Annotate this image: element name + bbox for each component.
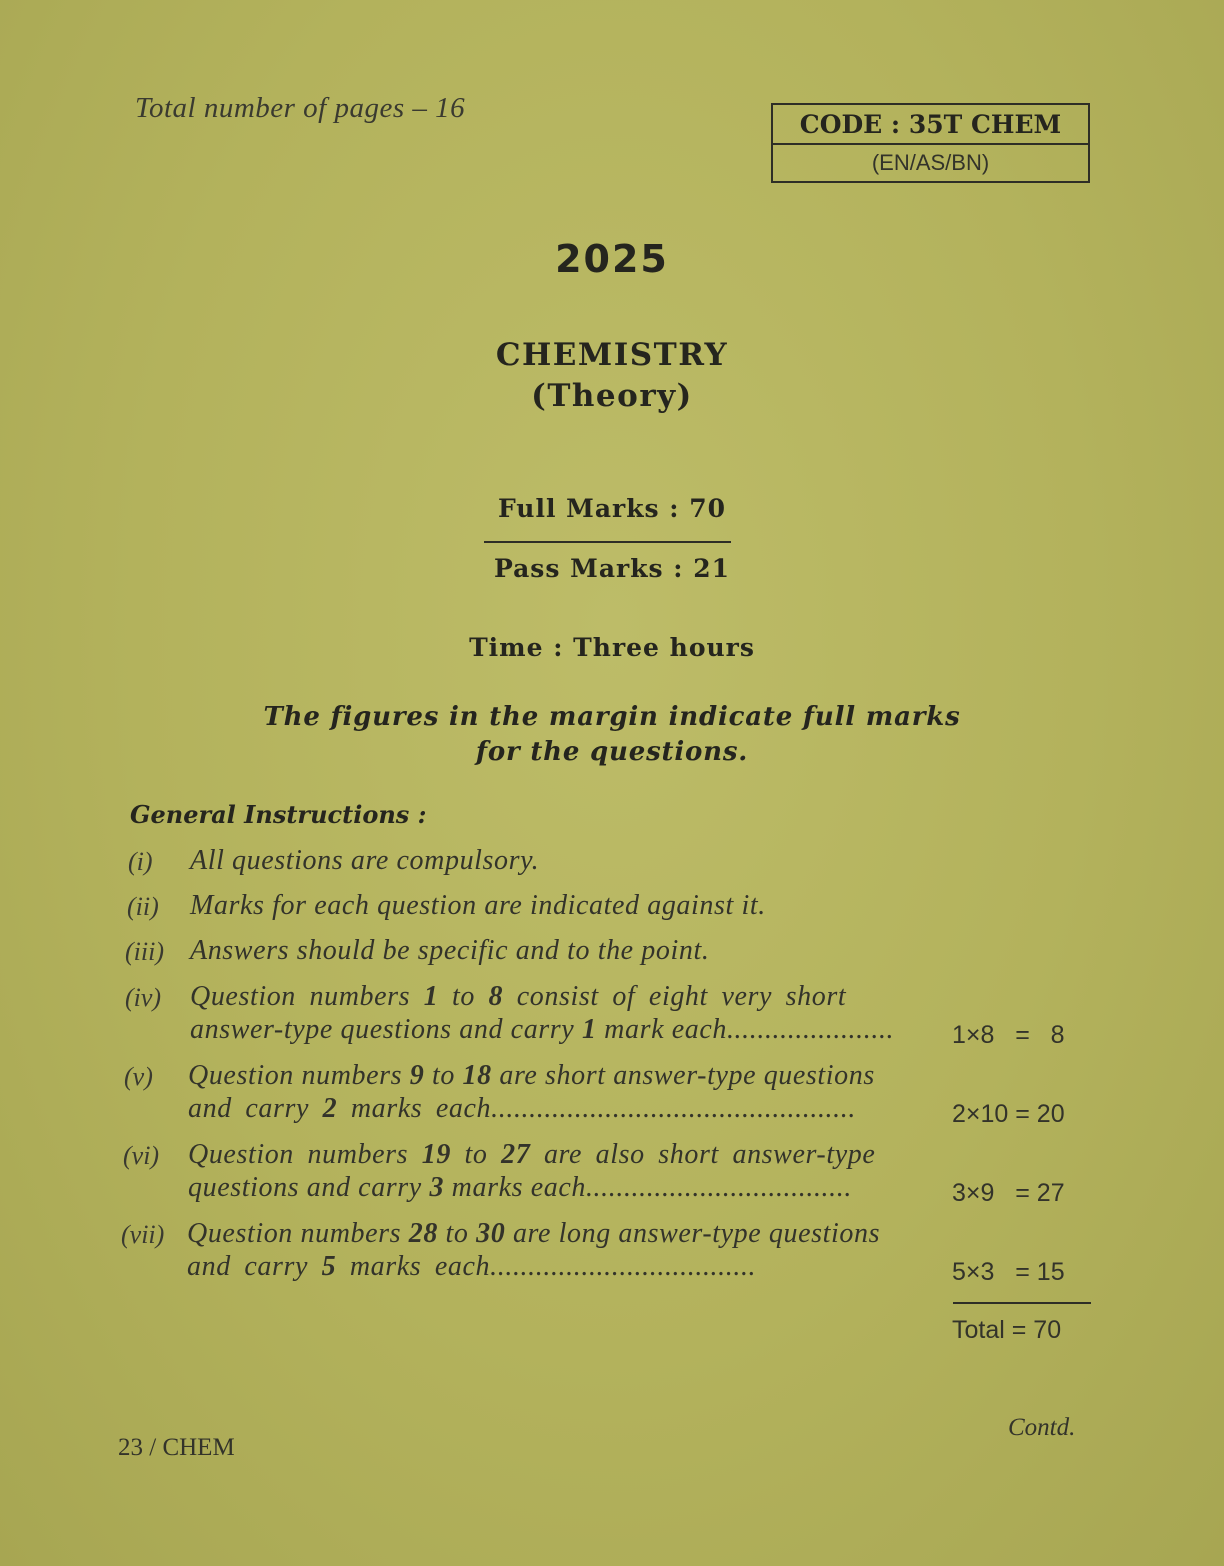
exam-time: Time : Three hours [469, 633, 755, 662]
instruction-text: Question numbers 19 to 27 are also short answer-type [188, 1139, 876, 1170]
instruction-text: and carry 5 marks each................................... [187, 1251, 757, 1282]
instruction-number: (vii) [121, 1220, 165, 1249]
instruction-number: (iv) [125, 983, 162, 1012]
total-pages: Total number of pages – 16 [135, 92, 466, 124]
instruction-text: Question numbers 28 to 30 are long answer-type questions [187, 1218, 881, 1249]
instruction-number: (i) [128, 847, 153, 876]
instruction-text: Marks for each question are indicated against it. [190, 890, 766, 921]
instruction-text: All questions are compulsory. [190, 845, 540, 876]
marks-note-line-1: The figures in the margin indicate full marks [263, 702, 961, 732]
continued-label: Contd. [1008, 1414, 1076, 1441]
instruction-number: (ii) [127, 892, 159, 921]
paper-language-codes: (EN/AS/BN) [871, 150, 990, 175]
instruction-number: (vi) [123, 1141, 160, 1170]
page-footer-code: 23 / CHEM [118, 1434, 235, 1461]
marks-divider [484, 541, 731, 543]
marks-calculation: 3×9 = 27 [952, 1179, 1065, 1207]
marks-calculation: 5×3 = 15 [952, 1258, 1065, 1286]
total-divider [953, 1302, 1091, 1304]
pass-marks: Pass Marks : 21 [493, 554, 731, 583]
code-box [771, 103, 1090, 183]
instruction-number: (iii) [125, 937, 164, 966]
paper-code: CODE : 35T CHEM [773, 105, 1088, 145]
instruction-text: Question numbers 1 to 8 consist of eight very short [190, 981, 847, 1012]
instruction-text: Question numbers 9 to 18 are short answer-type questions [188, 1060, 875, 1091]
instruction-text: and carry 2 marks each................................................ [188, 1093, 856, 1124]
instruction-number: (v) [124, 1062, 153, 1091]
subject-subtitle: (Theory) [531, 378, 693, 414]
marks-calculation: 1×8 = 8 [952, 1021, 1065, 1049]
exam-year: 2025 [555, 237, 669, 281]
instruction-text: questions and carry 3 marks each................................... [188, 1172, 852, 1203]
marks-note [212, 700, 1012, 770]
marks-note-line-2: for the questions. [475, 737, 749, 767]
subject-title: CHEMISTRY [495, 337, 729, 373]
full-marks: Full Marks : 70 [497, 494, 727, 523]
instruction-text: Answers should be specific and to the point. [190, 935, 710, 966]
general-instructions-heading: General Instructions : [130, 800, 427, 829]
marks-total: Total = 70 [952, 1316, 1062, 1344]
marks-calculation: 2×10 = 20 [952, 1100, 1065, 1128]
instruction-text: answer-type questions and carry 1 mark each...................... [190, 1014, 895, 1045]
